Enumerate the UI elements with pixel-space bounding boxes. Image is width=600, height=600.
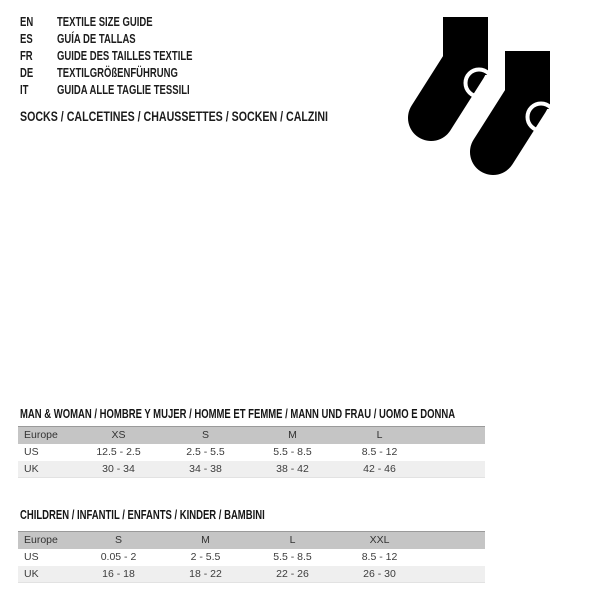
language-label: GUIDE DES TAILLES TEXTILE <box>57 48 193 63</box>
language-code <box>20 49 57 63</box>
category-title <box>20 108 425 124</box>
table-row <box>18 461 485 478</box>
language-code-text: EN <box>20 14 34 29</box>
language-code-text: DE <box>20 65 34 80</box>
language-code <box>20 15 57 29</box>
language-list <box>20 13 235 98</box>
row-label: UK <box>24 567 39 580</box>
size-cell: 18 - 22 <box>189 567 222 580</box>
language-code-text: IT <box>20 82 29 97</box>
size-cell: 12.5 - 2.5 <box>96 446 141 458</box>
children-table-title-text: CHILDREN / INFANTIL / ENFANTS / KINDER / BAMBINI <box>20 508 265 522</box>
sock-right <box>493 51 555 152</box>
language-label: TEXTILE SIZE GUIDE <box>57 14 153 29</box>
size-cell: 0.05 - 2 <box>100 551 137 563</box>
column-header-filler <box>423 427 485 444</box>
socks-icon <box>406 14 556 176</box>
column-header: Europe <box>24 534 58 547</box>
row-label: US <box>24 446 39 458</box>
size-cell: 42 - 46 <box>363 462 396 475</box>
language-row-de <box>20 64 235 81</box>
language-label: TEXTILGRÖßENFÜHRUNG <box>57 65 178 80</box>
size-cell: 30 - 34 <box>102 462 135 475</box>
language-row-en <box>20 13 235 30</box>
size-cell-filler <box>423 549 485 566</box>
size-cell: 8.5 - 12 <box>361 551 398 563</box>
size-cell: 34 - 38 <box>189 462 222 475</box>
adult-size-table <box>18 426 485 478</box>
column-header: S <box>114 534 122 547</box>
column-header: L <box>289 534 296 547</box>
column-header: XS <box>111 429 126 442</box>
language-code <box>20 66 57 80</box>
table-row <box>18 566 485 583</box>
table-header-row <box>18 427 485 444</box>
sock-left <box>431 17 493 118</box>
language-code <box>20 83 57 97</box>
size-cell: 22 - 26 <box>276 567 309 580</box>
table-header-row <box>18 532 485 549</box>
language-code-text: ES <box>20 31 33 46</box>
size-cell: 5.5 - 8.5 <box>273 446 312 458</box>
column-header: M <box>201 534 210 547</box>
table-row <box>18 444 485 461</box>
row-label: UK <box>24 462 39 475</box>
language-row-es <box>20 30 235 47</box>
category-title-text: SOCKS / CALCETINES / CHAUSSETTES / SOCKEN / CALZINI <box>20 108 329 124</box>
column-header-filler <box>423 532 485 549</box>
adult-table-title <box>20 407 592 421</box>
size-cell: 2.5 - 5.5 <box>186 446 225 458</box>
size-cell-filler <box>423 566 485 583</box>
adult-table-title-text: MAN & WOMAN / HOMBRE Y MUJER / HOMME ET FEMME / MANN UND FRAU / UOMO E DONNA <box>20 407 456 421</box>
size-cell: 16 - 18 <box>102 567 135 580</box>
table-row <box>18 549 485 566</box>
language-label: GUÍA DE TALLAS <box>57 31 136 46</box>
size-cell: 5.5 - 8.5 <box>273 551 312 563</box>
size-cell: 2 - 5.5 <box>190 551 221 563</box>
column-header: S <box>201 429 209 442</box>
size-cell: 8.5 - 12 <box>361 446 398 458</box>
size-cell-filler <box>423 444 485 461</box>
language-row-fr <box>20 47 235 64</box>
size-cell: 38 - 42 <box>276 462 309 475</box>
row-label: US <box>24 551 39 563</box>
language-code-text: FR <box>20 48 33 63</box>
size-cell: 26 - 30 <box>363 567 396 580</box>
children-size-table <box>18 531 485 583</box>
language-code <box>20 32 57 46</box>
children-table-title <box>20 508 342 522</box>
column-header: L <box>376 429 383 442</box>
language-row-it <box>20 81 235 98</box>
column-header: XXL <box>369 534 390 547</box>
column-header: M <box>288 429 297 442</box>
column-header: Europe <box>24 429 58 442</box>
size-cell-filler <box>423 461 485 478</box>
language-label: GUIDA ALLE TAGLIE TESSILI <box>57 82 190 97</box>
